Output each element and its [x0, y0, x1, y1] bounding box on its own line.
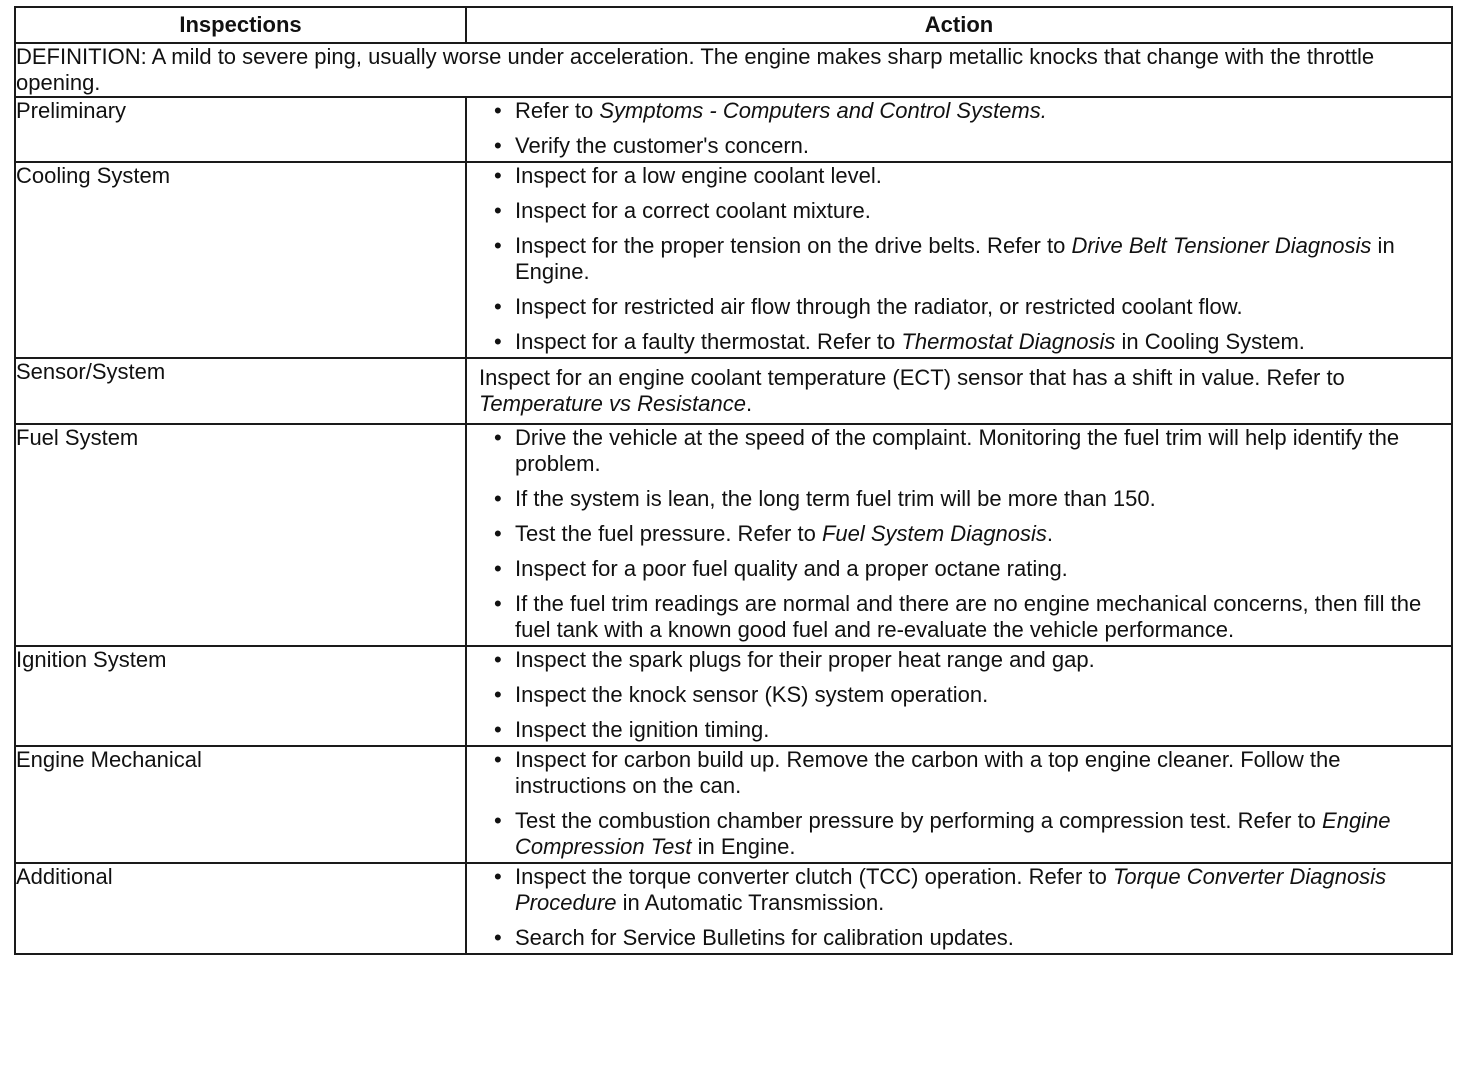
text-run: Inspect the torque converter clutch (TCC) operation. Refer to: [515, 864, 1113, 889]
diagnostic-table: [14, 6, 1453, 955]
list-item: [467, 294, 1451, 320]
table-row-cooling-system: [15, 162, 1452, 358]
table-row-engine-mechanical: [15, 746, 1452, 863]
text-run: Inspect the ignition timing.: [515, 717, 770, 742]
reference-link-text: Engine Compression Test: [515, 808, 1391, 859]
action-cell: [466, 746, 1452, 863]
list-item: [467, 163, 1451, 189]
bullet-icon: •: [494, 329, 502, 354]
list-item: [467, 717, 1451, 743]
text-run: Inspect for a low engine coolant level.: [515, 163, 882, 188]
text-run: Inspect the spark plugs for their proper heat range and gap.: [515, 647, 1095, 672]
reference-link-text: Drive Belt Tensioner Diagnosis: [1071, 233, 1372, 258]
bullet-icon: •: [494, 521, 502, 546]
table-body: [15, 43, 1452, 954]
list-item: [467, 425, 1451, 477]
text-run: Test the fuel pressure. Refer to: [515, 521, 822, 546]
inspection-label: Sensor/System: [15, 358, 466, 424]
bullet-icon: •: [494, 198, 502, 223]
list-item: [467, 647, 1451, 673]
table-row-fuel-system: [15, 424, 1452, 646]
bullet-icon: •: [494, 591, 502, 616]
bullet-icon: •: [494, 647, 502, 672]
bullet-icon: •: [494, 294, 502, 319]
bullet-icon: •: [494, 163, 502, 188]
list-item: [467, 486, 1451, 512]
bullet-icon: •: [494, 925, 502, 950]
inspection-label: Cooling System: [15, 162, 466, 358]
definition-text: DEFINITION: A mild to severe ping, usually worse under acceleration. The engine makes sharp metallic knocks that change with the throttle opening.: [15, 43, 1452, 97]
inspection-label: Ignition System: [15, 646, 466, 746]
list-item: [467, 864, 1451, 916]
bullet-icon: •: [494, 717, 502, 742]
text-run: in Automatic Transmission.: [616, 890, 885, 915]
reference-link-text: Temperature vs Resistance: [479, 391, 746, 416]
action-list: [467, 98, 1451, 159]
list-item: [467, 925, 1451, 951]
inspection-label: Additional: [15, 863, 466, 954]
text-run: Search for Service Bulletins for calibration updates.: [515, 925, 1014, 950]
bullet-icon: •: [494, 133, 502, 158]
list-item: [467, 591, 1451, 643]
text-run: Inspect for a poor fuel quality and a proper octane rating.: [515, 556, 1068, 581]
text-run: Drive the vehicle at the speed of the complaint. Monitoring the fuel trim will help identify the problem.: [515, 425, 1400, 476]
action-list: [467, 864, 1451, 951]
bullet-icon: •: [494, 425, 502, 450]
text-run: in Cooling System.: [1115, 329, 1305, 354]
table-row-sensor-system: [15, 358, 1452, 424]
text-run: Inspect for carbon build up. Remove the carbon with a top engine cleaner. Follow the instructions on the can.: [515, 747, 1341, 798]
list-item: [467, 233, 1451, 285]
action-list: [467, 647, 1451, 743]
text-run: in Engine.: [691, 834, 796, 859]
text-run: Verify the customer's concern.: [515, 133, 809, 158]
table-row-ignition-system: [15, 646, 1452, 746]
action-cell: [466, 424, 1452, 646]
action-cell: [466, 646, 1452, 746]
text-run: .: [745, 391, 753, 416]
bullet-icon: •: [494, 233, 502, 258]
text-run: Refer to: [515, 98, 600, 123]
inspection-label: Fuel System: [15, 424, 466, 646]
text-run: Inspect for an engine coolant temperature (ECT) sensor that has a shift in value. Refer to: [479, 365, 1345, 390]
inspection-label: Engine Mechanical: [15, 746, 466, 863]
action-cell: [466, 358, 1452, 424]
header-row: [15, 7, 1452, 43]
bullet-icon: •: [494, 747, 502, 772]
header-action: Action: [466, 7, 1452, 43]
bullet-icon: •: [494, 682, 502, 707]
action-list: [467, 747, 1451, 860]
text-run: Inspect for restricted air flow through the radiator, or restricted coolant flow.: [515, 294, 1243, 319]
header-inspections: Inspections: [15, 7, 466, 43]
text-run: Inspect for a correct coolant mixture.: [515, 198, 871, 223]
list-item: [467, 329, 1451, 355]
list-item: [467, 556, 1451, 582]
list-item: [467, 747, 1451, 799]
bullet-icon: •: [494, 808, 502, 833]
bullet-icon: •: [494, 864, 502, 889]
action-cell: [466, 97, 1452, 162]
list-item: [467, 682, 1451, 708]
text-run: If the system is lean, the long term fuel trim will be more than 150.: [515, 486, 1156, 511]
list-item: [467, 198, 1451, 224]
text-run: Inspect the knock sensor (KS) system operation.: [515, 682, 989, 707]
reference-link-text: Symptoms - Computers and Control Systems.: [599, 98, 1047, 123]
table-row-preliminary: [15, 97, 1452, 162]
bullet-icon: •: [494, 556, 502, 581]
reference-link-text: Fuel System Diagnosis: [821, 521, 1047, 546]
bullet-icon: •: [494, 98, 502, 123]
bullet-icon: •: [494, 486, 502, 511]
action-list: [467, 163, 1451, 355]
action-list: [467, 425, 1451, 643]
list-item: [467, 98, 1451, 124]
text-run: in Engine.: [515, 233, 1395, 284]
list-item: [467, 133, 1451, 159]
text-run: .: [1046, 521, 1054, 546]
text-run: If the fuel trim readings are normal and there are no engine mechanical concerns, then fill the fuel tank with a known good fuel and re-evaluate the vehicle performance.: [515, 591, 1422, 642]
list-item: [467, 521, 1451, 547]
list-item: [467, 808, 1451, 860]
reference-link-text: Torque Converter Diagnosis Procedure: [515, 864, 1387, 915]
text-run: Inspect for the proper tension on the drive belts. Refer to: [515, 233, 1072, 258]
action-cell: [466, 863, 1452, 954]
action-cell: [466, 162, 1452, 358]
definition-row: [15, 43, 1452, 97]
text-run: Test the combustion chamber pressure by performing a compression test. Refer to: [515, 808, 1323, 833]
inspection-label: Preliminary: [15, 97, 466, 162]
reference-link-text: Thermostat Diagnosis: [901, 329, 1116, 354]
table-row-additional: [15, 863, 1452, 954]
text-run: Inspect for a faulty thermostat. Refer to: [515, 329, 902, 354]
